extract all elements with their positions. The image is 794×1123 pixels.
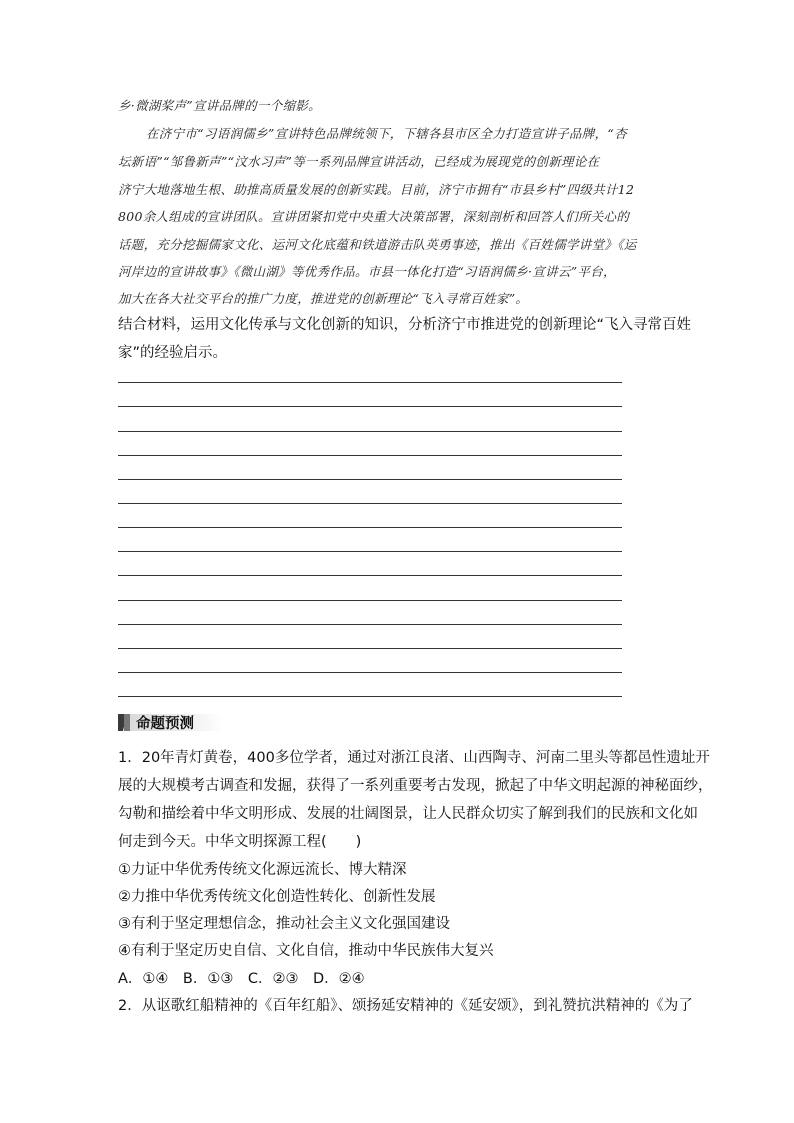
question-1-line: 何走到今天。中华文明探源工程( ) — [118, 834, 362, 850]
question-1-line: 1．20年青灯黄卷，400多位学者，通过对浙江良渚、山西陶寺、河南二里头等都邑性遗址开 — [118, 750, 710, 766]
answer-line — [118, 551, 622, 552]
section-marker-stripe — [124, 714, 130, 731]
question-1-choices: A．①④ B．①③ C．②③ D．②④ — [118, 971, 365, 987]
answer-line — [118, 503, 622, 504]
material-line: 话题，充分挖掘儒家文化、运河文化底蕴和铁道游击队英勇事迹，推出《百姓儒学讲堂》《运 — [118, 237, 637, 252]
material-line: 济宁大地落地生根、助推高质量发展的创新实践。目前，济宁市拥有“市县乡村”四级共计12 — [118, 182, 635, 197]
question-1-statement: ②力推中华优秀传统文化创造性转化、创新性发展 — [118, 889, 436, 905]
answer-line — [118, 527, 622, 528]
material-line: 坛新语”“邹鲁新声”“汶水习声”等一系列品牌宣讲活动，已经成为展现党的创新理论在 — [118, 154, 600, 169]
answer-line — [118, 382, 622, 383]
question-1-statement: ①力证中华优秀传统文化源远流长、博大精深 — [118, 862, 407, 878]
answer-line — [118, 431, 622, 432]
section-header — [118, 712, 678, 732]
material-line: 800余人组成的宣讲团队。宣讲团紧扣党中央重大决策部署，深刻剖析和回答人们所关心的 — [118, 209, 630, 224]
material-line: 河岸边的宣讲故事》《微山湖》等优秀作品。市县一体化打造“习语润儒乡·宣讲云”平台， — [118, 264, 616, 279]
answer-line — [118, 479, 622, 480]
material-line: 乡·微湖桨声”宣讲品牌的一个缩影。 — [118, 98, 321, 113]
question-line: 结合材料，运用文化传承与文化创新的知识，分析济宁市推进党的创新理论“飞入寻常百姓 — [118, 317, 692, 333]
answer-line — [118, 624, 622, 625]
answer-line — [118, 672, 622, 673]
question-1-statement: ③有利于坚定理想信念，推动社会主义文化强国建设 — [118, 916, 450, 932]
answer-line — [118, 648, 622, 649]
answer-line — [118, 600, 622, 601]
answer-line — [118, 696, 622, 697]
question-1-statement: ④有利于坚定历史自信、文化自信，推动中华民族伟大复兴 — [118, 943, 494, 959]
material-line: 加大在各大社交平台的推广力度，推进党的创新理论“飞入寻常百姓家”。 — [118, 291, 529, 306]
material-line: 在济宁市“习语润儒乡”宣讲特色品牌统领下，下辖各县市区全力打造宣讲子品牌，“杏 — [146, 126, 627, 141]
question-2-line: 2．从讴歌红船精神的《百年红船》、颂扬延安精神的《延安颂》，到礼赞抗洪精神的《为了 — [118, 998, 693, 1014]
section-title: 命题预测 — [136, 716, 194, 732]
answer-line — [118, 406, 622, 407]
answer-line — [118, 575, 622, 576]
question-line: 家”的经验启示。 — [118, 345, 228, 361]
question-1-line: 勾勒和描绘着中华文明形成、发展的壮阔图景，让人民群众切实了解到我们的民族和文化如 — [118, 806, 698, 822]
question-1-line: 展的大规模考古调查和发掘，获得了一系列重要考古发现，掀起了中华文明起源的神秘面纱， — [118, 778, 713, 794]
answer-line — [118, 455, 622, 456]
